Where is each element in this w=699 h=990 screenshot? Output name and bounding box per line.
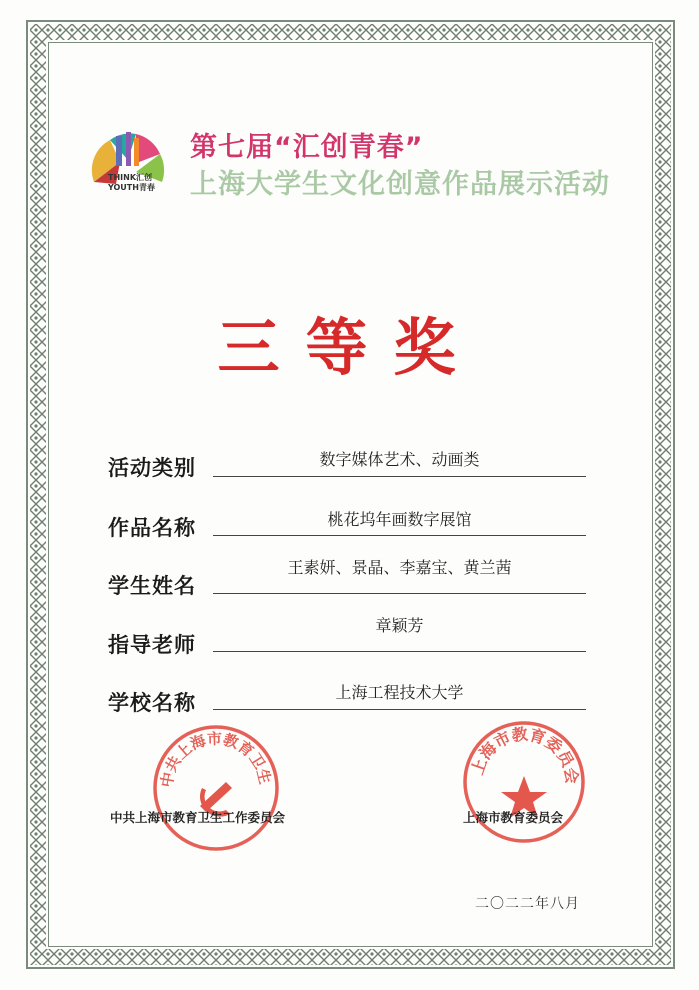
official-seal-right: [460, 718, 588, 846]
field-underline: [213, 535, 586, 536]
event-logo: [86, 126, 170, 200]
logo-text-think: THINK汇创: [108, 173, 153, 182]
svg-text:上海市教育委员会: 上海市教育委员会: [467, 724, 582, 785]
field-value-students: 王素妍、景晶、李嘉宝、黄兰茜: [287, 558, 512, 577]
issue-date: 二〇二二年八月: [475, 896, 580, 912]
svg-text:中共上海市教育卫生工作委员会: 中共上海市教育卫生: [157, 729, 275, 789]
field-label-school: 学校名称: [108, 691, 196, 715]
award-name: 三等奖: [217, 311, 482, 384]
field-label-category: 活动类别: [108, 456, 196, 480]
field-value-category: 数字媒体艺术、动画类: [319, 450, 480, 469]
field-label-advisor: 指导老师: [108, 633, 196, 657]
field-value-advisor: 章颖芳: [375, 616, 424, 635]
field-value-work-title: 桃花坞年画数字展馆: [327, 510, 472, 529]
field-underline: [213, 709, 586, 710]
field-label-work-title: 作品名称: [108, 516, 196, 540]
field-underline: [213, 593, 586, 594]
logo-text-youth: YOUTH青春: [108, 183, 155, 192]
field-underline: [213, 476, 586, 477]
event-title-line2: 上海大学生文化创意作品展示活动: [190, 169, 610, 200]
issuer-left: 中共上海市教育卫生工作委员会: [110, 810, 286, 825]
issuer-right: 上海市教育委员会: [463, 810, 564, 825]
field-label-students: 学生姓名: [108, 574, 196, 598]
official-seal-left: [150, 722, 282, 854]
event-title-line1: 第七届“汇创青春”: [190, 132, 424, 163]
field-underline: [213, 651, 586, 652]
field-value-school: 上海工程技术大学: [335, 683, 464, 702]
